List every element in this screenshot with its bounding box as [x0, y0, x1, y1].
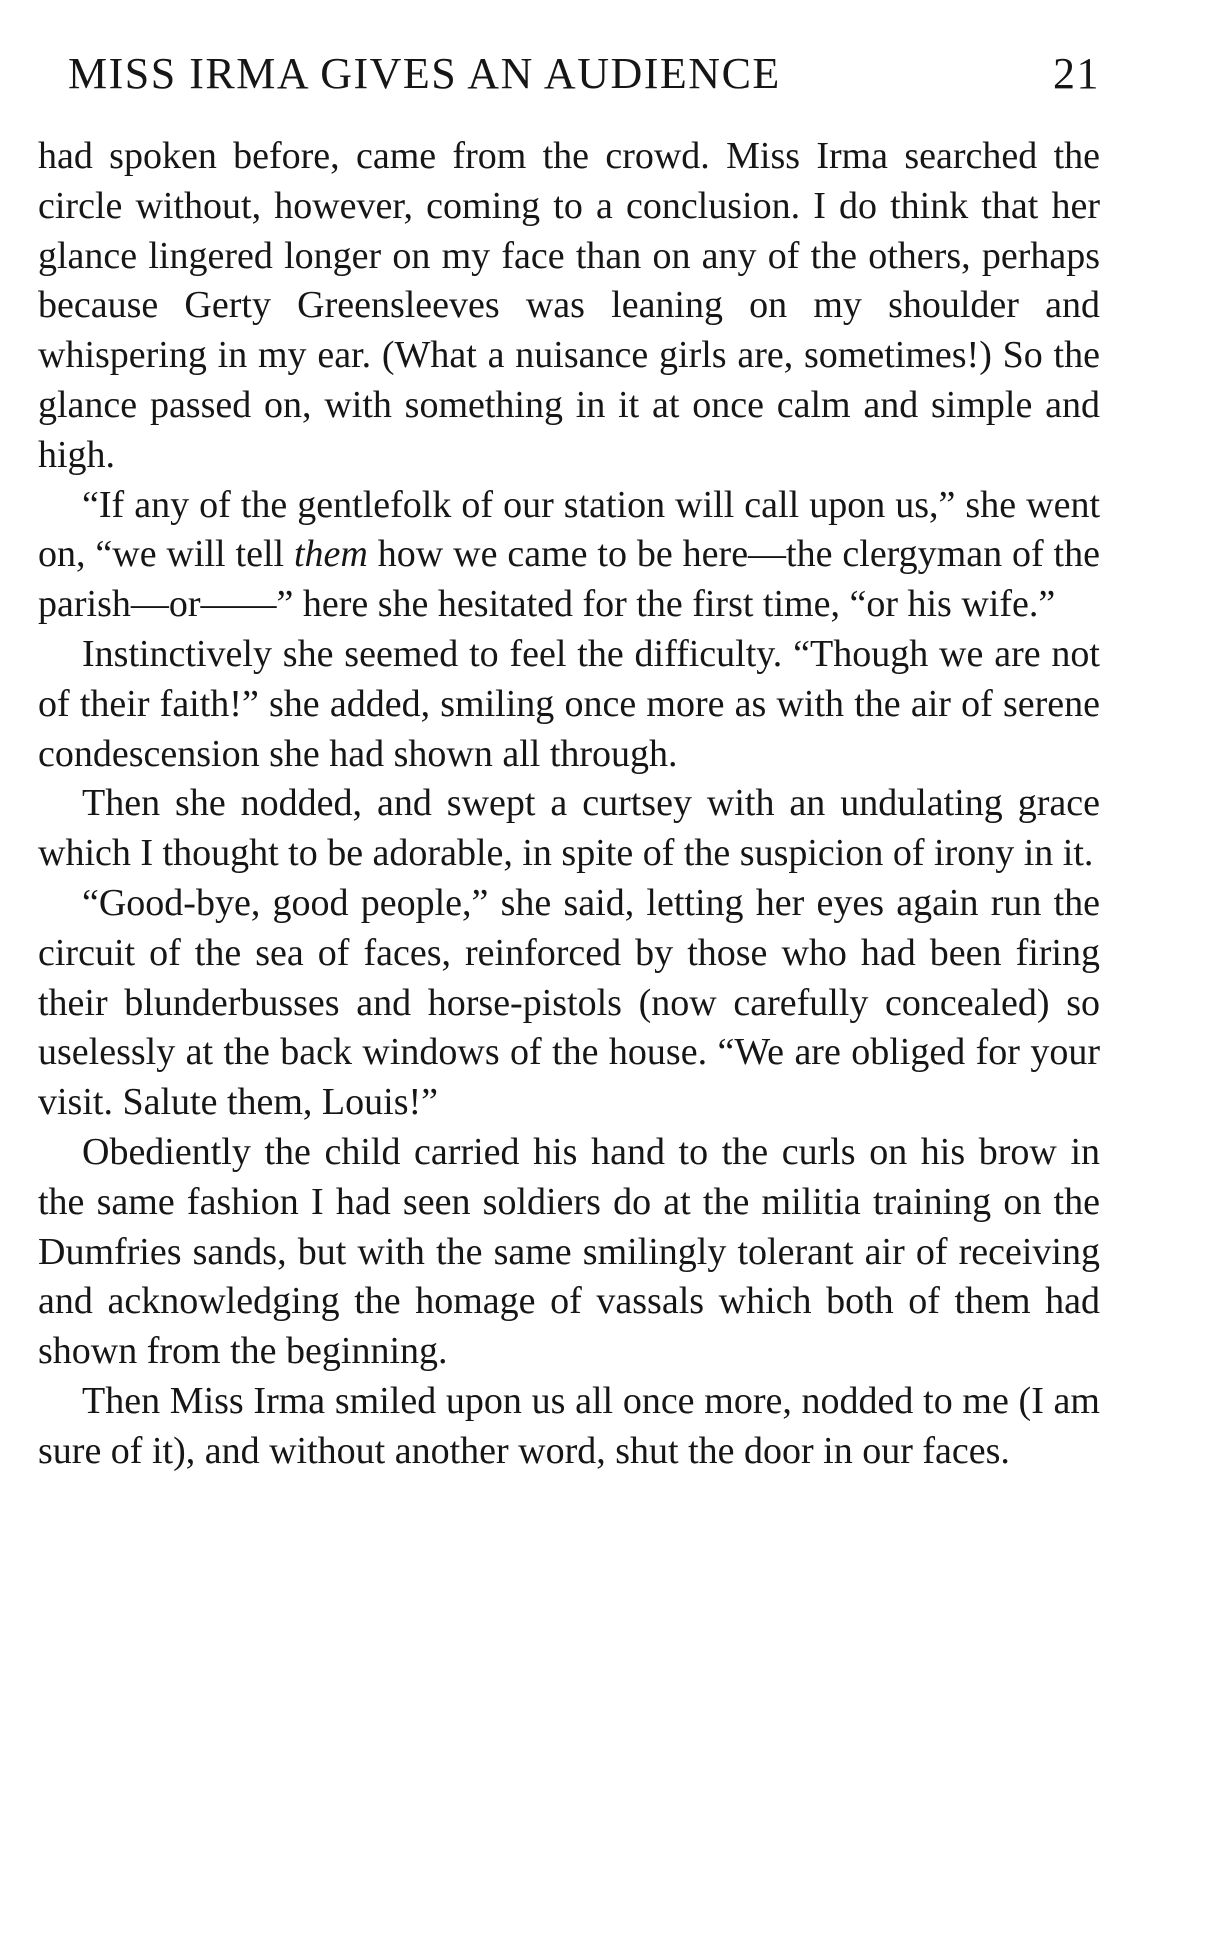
paragraph: [38, 481, 1100, 630]
paragraph: “Good-bye, good people,” she said, letting her eyes again run the circuit of the sea of faces, reinforced by those who had been firing their blunderbusses and horse-pistols (now carefully concealed) so uselessly at the back windows of the house. “We are obliged for your visit. Salute them, Louis!”: [38, 881, 1100, 1124]
body-text: [38, 132, 1100, 1477]
page-number: 21: [1053, 49, 1100, 98]
paragraph: Then she nodded, and swept a curtsey with an undulating grace which I thought to be adorable, in spite of the suspicion of irony in it.: [38, 782, 1100, 875]
emphasis-text: them: [293, 533, 368, 576]
running-title: MISS IRMA GIVES AN AUDIENCE: [68, 49, 781, 98]
book-page: [38, 48, 1100, 1477]
paragraph-text: “If any of the gentlefolk of our station will call upon us,” she went on, “we will tell: [38, 483, 1100, 576]
running-header: [38, 48, 1100, 108]
paragraph: Then Miss Irma smiled upon us all once more, nodded to me (I am sure of it), and without another word, shut the door in our faces.: [38, 1379, 1100, 1472]
paragraph: Obediently the child carried his hand to the curls on his brow in the same fashion I had seen soldiers do at the militia training on the Dumfries sands, but with the same smilingly tolerant air of receiving and acknowledging the homage of vassals which both of them had shown from the beginning.: [38, 1130, 1100, 1373]
paragraph: Instinctively she seemed to feel the difficulty. “Though we are not of their faith!” she added, smiling once more as with the air of serene condescension she had shown all through.: [38, 632, 1100, 775]
paragraph-continued: had spoken before, came from the crowd. Miss Irma searched the circle without, however, coming to a conclusion. I do think that her glance lingered longer on my face than on any of the others, perhaps because Gerty Greensleeves was leaning on my shoulder and whispering in my ear. (What a nuisance girls are, sometimes!) So the glance passed on, with something in it at once calm and simple and high.: [38, 135, 1100, 476]
paragraph-text: how we came to be here—the clergyman of the parish—or——” here she hesitated for the first time, “or his wife.”: [38, 533, 1100, 626]
